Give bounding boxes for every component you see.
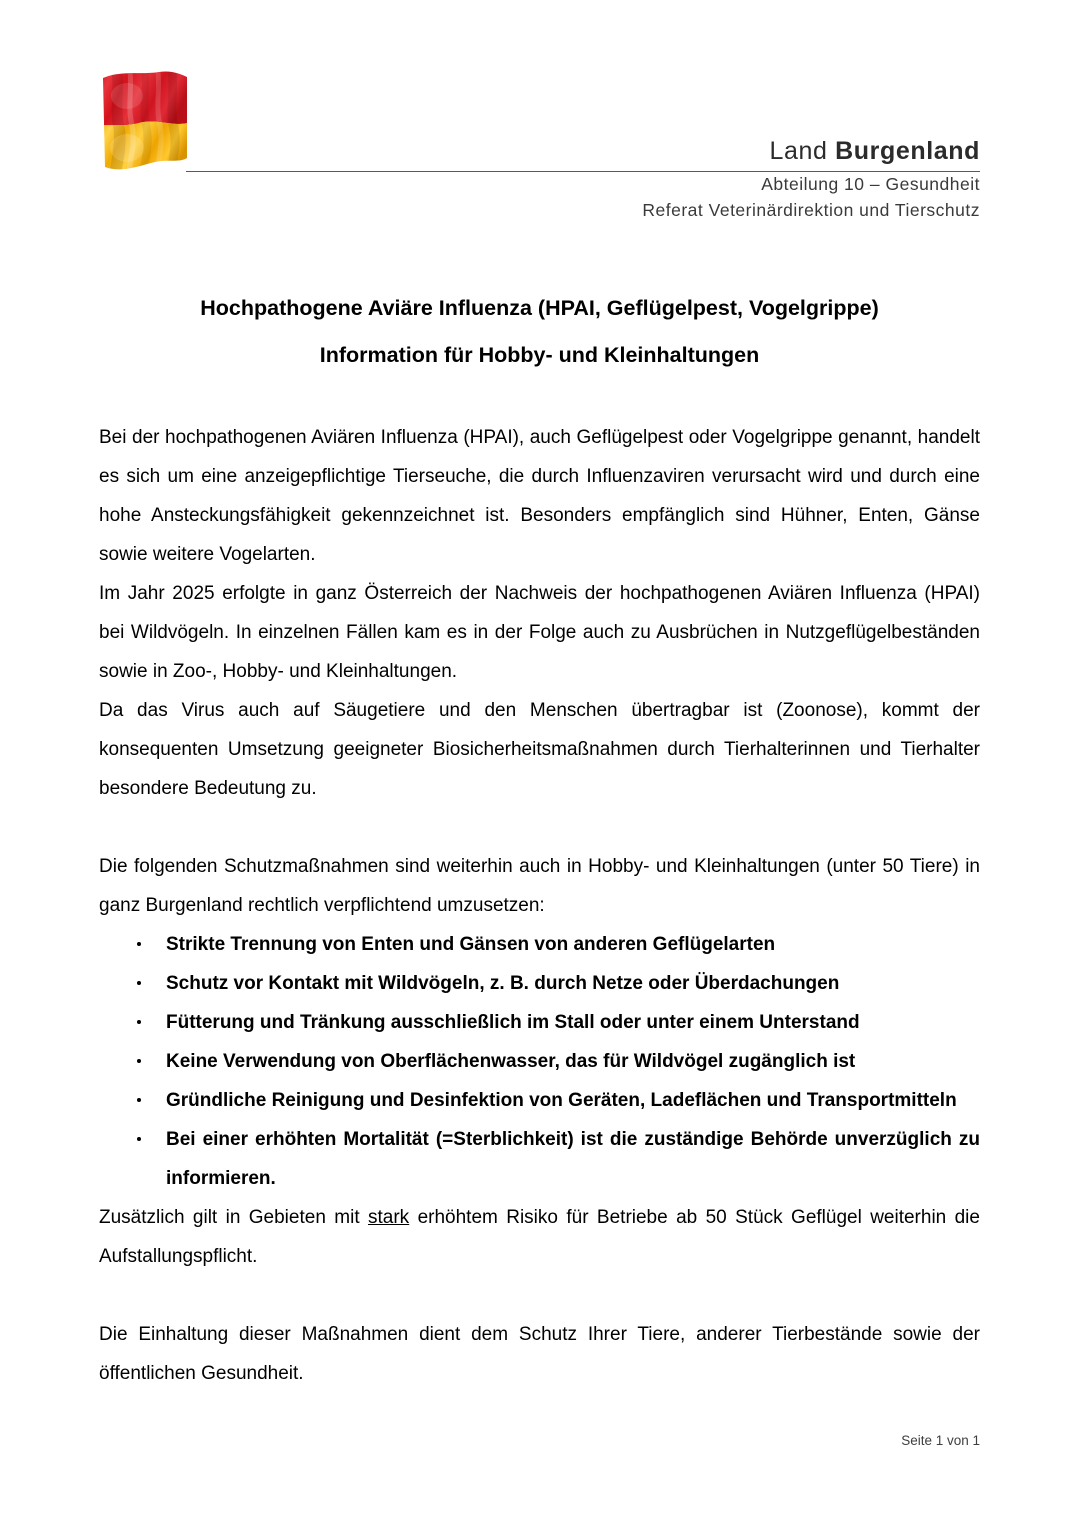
bullet-icon <box>137 1020 141 1024</box>
additional-requirement-paragraph <box>99 1198 980 1276</box>
burgenland-flag-icon <box>97 66 191 176</box>
spacer <box>99 379 980 418</box>
list-item <box>99 1003 980 1042</box>
page-title-line-1: Hochpathogene Aviäre Influenza (HPAI, Geflügelpest, Vogelgrippe) <box>200 296 879 320</box>
document-header <box>0 0 1080 250</box>
header-org-block <box>280 136 980 223</box>
bullet-icon <box>137 1137 141 1141</box>
page-footer <box>99 1432 980 1450</box>
intro-paragraph-1: Bei der hochpathogenen Aviären Influenza (HPAI), auch Geflügelpest oder Vogelgrippe genannt, handelt es sich um eine anzeigepflichtige Tierseuche, die durch Influenzaviren verursacht wird und durch eine hohe Ansteckungsfähigkeit gekennzeichnet ist. Besonders empfänglich sind Hühner, Enten, Gänse sowie weitere Vogelarten. <box>99 427 980 565</box>
header-department: Abteilung 10 – Gesundheit <box>761 174 980 194</box>
page-number-label: Seite 1 von 1 <box>901 1433 980 1448</box>
spacer <box>99 808 980 847</box>
additional-text-post: erhöhtem Risiko für Betriebe ab 50 Stück Geflügel weiterhin die Aufstallungspflicht. <box>99 1207 980 1267</box>
measures-intro: Die folgenden Schutzmaßnahmen sind weiterhin auch in Hobby- und Kleinhaltungen (unter 50 Tiere) in ganz Burgenland rechtlich verpflichtend umzusetzen: <box>99 856 980 916</box>
measures-list <box>99 925 980 1198</box>
list-item <box>99 1081 980 1120</box>
closing-paragraph: Die Einhaltung dieser Maßnahmen dient dem Schutz Ihrer Tiere, anderer Tierbestände sowie der öffentlichen Gesundheit. <box>99 1324 980 1384</box>
spacer <box>99 1276 980 1315</box>
additional-text-emphasis: stark <box>368 1207 410 1228</box>
list-item-label: Gründliche Reinigung und Desinfektion von Geräten, Ladeflächen und Transportmitteln <box>166 1090 957 1111</box>
org-title-light: Land <box>769 137 828 165</box>
page-title <box>99 285 980 379</box>
list-item <box>99 1120 980 1198</box>
org-title-bold: Burgenland <box>835 137 980 165</box>
list-item-label: Schutz vor Kontakt mit Wildvögeln, z. B. durch Netze oder Überdachungen <box>166 973 840 994</box>
bullet-icon <box>137 1059 141 1063</box>
list-item-label: Keine Verwendung von Oberflächenwasser, das für Wildvögel zugänglich ist <box>166 1051 856 1072</box>
list-item <box>99 964 980 1003</box>
header-unit: Referat Veterinärdirektion und Tierschutz <box>642 200 980 220</box>
intro-paragraph-3: Da das Virus auch auf Säugetiere und den Menschen übertragbar ist (Zoonose), kommt der konsequenten Umsetzung geeigneter Biosicherheitsmaßnahmen durch Tierhalterinnen und Tierhalter besondere Bedeutung zu. <box>99 700 980 799</box>
list-item-label: Fütterung und Tränkung ausschließlich im Stall oder unter einem Unterstand <box>166 1012 860 1033</box>
additional-text-pre: Zusätzlich gilt in Gebieten mit <box>99 1207 368 1228</box>
intro-paragraph-2: Im Jahr 2025 erfolgte in ganz Österreich der Nachweis der hochpathogenen Aviären Influenza (HPAI) bei Wildvögeln. In einzelnen Fällen kam es in der Folge auch zu Ausbrüchen in Nutzgeflügelbeständen sowie in Zoo-, Hobby- und Kleinhaltungen. <box>99 583 980 682</box>
list-item <box>99 1042 980 1081</box>
list-item <box>99 925 980 964</box>
document-content <box>99 285 980 1393</box>
org-title <box>280 136 980 166</box>
page-title-line-2: Information für Hobby- und Kleinhaltungen <box>319 343 760 367</box>
list-item-label: Strikte Trennung von Enten und Gänsen von anderen Geflügelarten <box>166 934 776 955</box>
bullet-icon <box>137 942 141 946</box>
bullet-icon <box>137 1098 141 1102</box>
bullet-icon <box>137 981 141 985</box>
list-item-label: Bei einer erhöhten Mortalität (=Sterblichkeit) ist die zuständige Behörde unverzüglich zu informieren. <box>166 1129 980 1189</box>
